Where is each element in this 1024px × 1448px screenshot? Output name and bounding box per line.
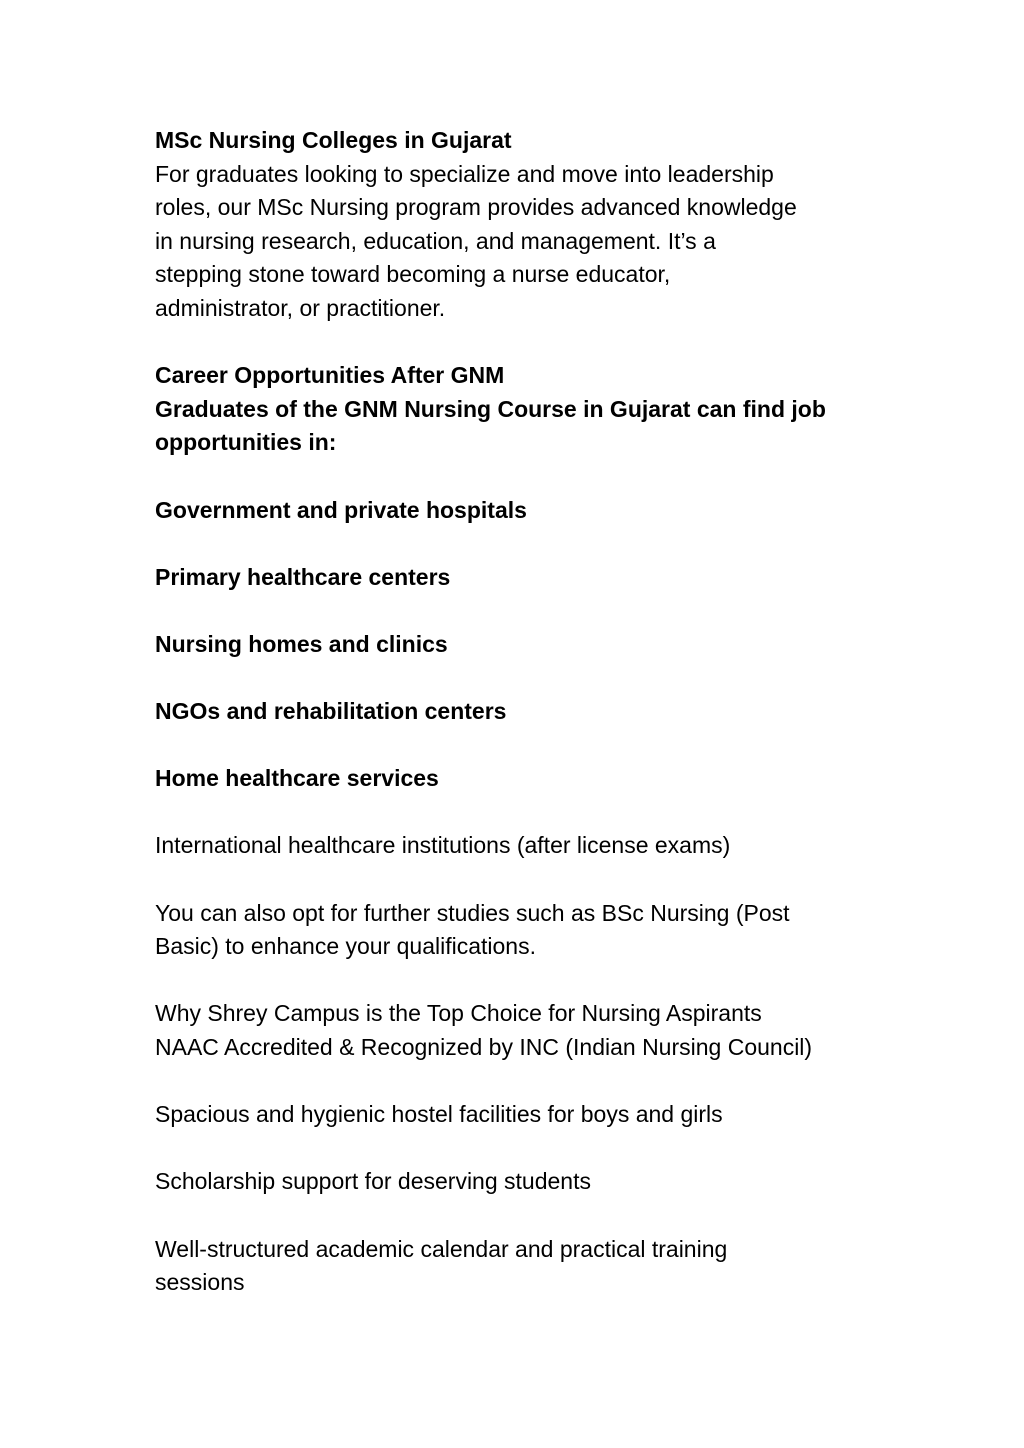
why-item: Spacious and hygienic hostel facilities for boys and girls — [155, 1101, 723, 1128]
spacer — [155, 527, 875, 561]
spacer — [155, 594, 875, 628]
career-item: Government and private hospitals — [155, 496, 527, 523]
further-studies-line: You can also opt for further studies such as BSc Nursing (Post — [155, 899, 790, 926]
career-item: NGOs and rehabilitation centers — [155, 698, 507, 725]
msc-heading: MSc Nursing Colleges in Gujarat — [155, 127, 512, 153]
why-section — [155, 997, 875, 1299]
career-section — [155, 359, 875, 964]
spacer — [155, 729, 875, 763]
why-heading: Why Shrey Campus is the Top Choice for Nursing Aspirants — [155, 1000, 762, 1027]
msc-body-line: stepping stone toward becoming a nurse educator, — [155, 261, 671, 288]
career-item: Nursing homes and clinics — [155, 630, 448, 657]
spacer — [155, 460, 875, 494]
msc-section — [155, 124, 875, 326]
spacer — [155, 1132, 875, 1166]
msc-body-line: roles, our MSc Nursing program provides advanced knowledge — [155, 194, 797, 221]
msc-body-line: administrator, or practitioner. — [155, 294, 446, 321]
career-item: Primary healthcare centers — [155, 563, 451, 590]
further-studies-line: Basic) to enhance your qualifications. — [155, 933, 536, 960]
career-intro-line: Graduates of the GNM Nursing Course in Gujarat can find job — [155, 395, 826, 422]
why-item: NAAC Accredited & Recognized by INC (Indian Nursing Council) — [155, 1034, 813, 1061]
spacer — [155, 863, 875, 897]
spacer — [155, 1199, 875, 1233]
spacer — [155, 326, 875, 360]
career-intro-line: opportunities in: — [155, 429, 337, 456]
spacer — [155, 1065, 875, 1099]
career-item: Home healthcare services — [155, 765, 439, 792]
career-heading: Career Opportunities After GNM — [155, 362, 505, 389]
career-item-international: International healthcare institutions (after license exams) — [155, 832, 731, 859]
spacer — [155, 964, 875, 998]
why-item: Scholarship support for deserving students — [155, 1168, 591, 1195]
msc-body-line: in nursing research, education, and management. It’s a — [155, 227, 716, 254]
spacer — [155, 662, 875, 696]
document-page — [155, 124, 875, 1300]
msc-body-line: For graduates looking to specialize and move into leadership — [155, 160, 774, 187]
spacer — [155, 796, 875, 830]
why-item-line: sessions — [155, 1269, 245, 1296]
why-item-line: Well-structured academic calendar and practical training — [155, 1235, 728, 1262]
